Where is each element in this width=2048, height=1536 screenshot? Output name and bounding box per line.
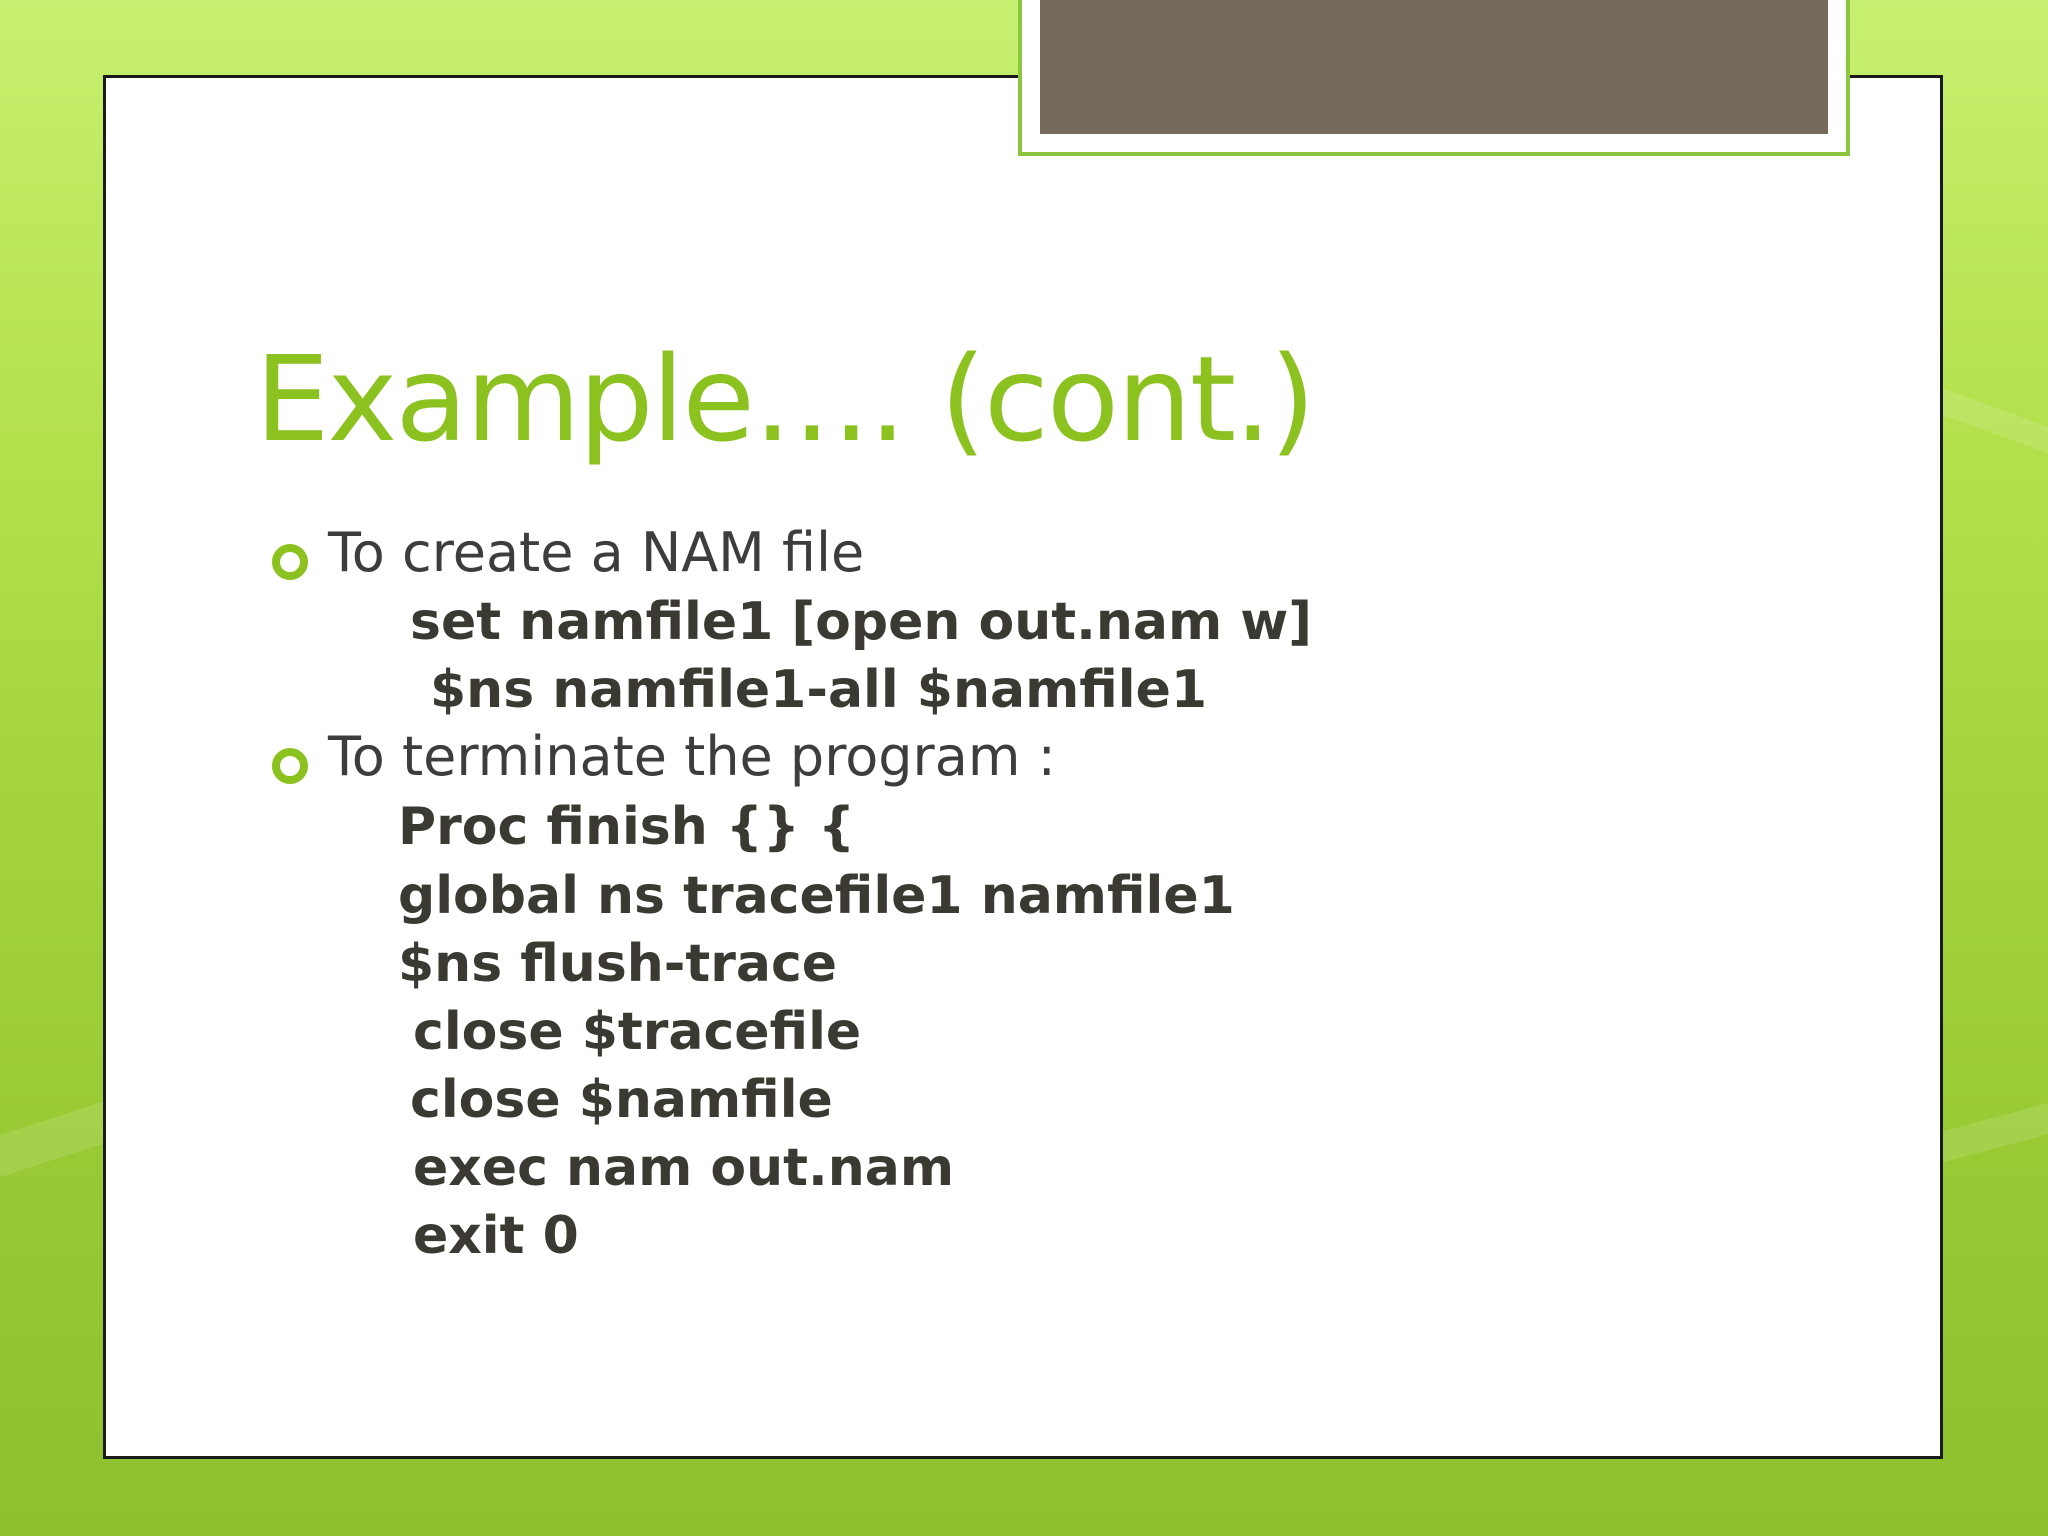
code-line: Proc finish {} { bbox=[398, 797, 856, 857]
code-line: exit 0 bbox=[413, 1206, 579, 1266]
code-line: close $namfile bbox=[410, 1070, 833, 1130]
slide-title: Example…. (cont.) bbox=[255, 330, 1314, 468]
bullet-circle-icon bbox=[272, 748, 308, 784]
code-line: close $tracefile bbox=[413, 1002, 862, 1062]
code-line: global ns tracefile1 namfile1 bbox=[398, 866, 1235, 926]
code-line: $ns flush-trace bbox=[398, 934, 838, 994]
code-line: $ns namfile1-all $namfile1 bbox=[430, 660, 1208, 720]
code-line: exec nam out.nam bbox=[413, 1138, 955, 1198]
bullet-text: To terminate the program : bbox=[328, 725, 1056, 788]
title-tab bbox=[1040, 0, 1828, 134]
bullet-circle-icon bbox=[272, 544, 308, 580]
code-line: set namfile1 [open out.nam w] bbox=[410, 592, 1313, 652]
bullet-text: To create a NAM file bbox=[328, 521, 865, 584]
